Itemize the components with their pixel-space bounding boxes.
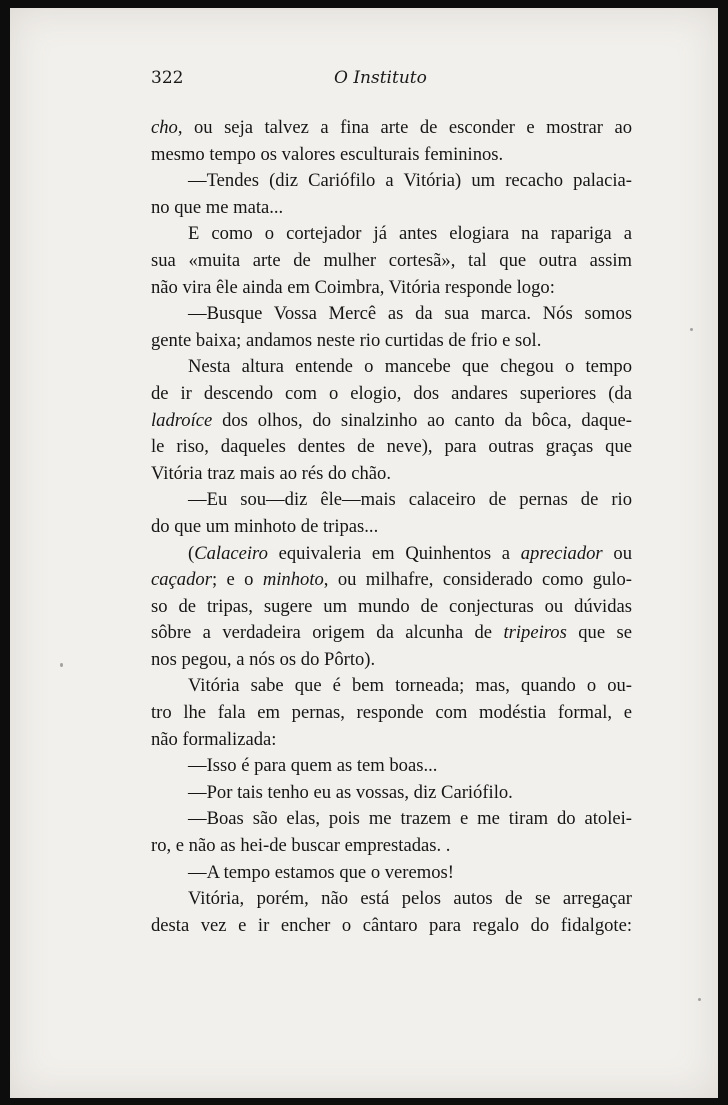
text-line (151, 168, 632, 195)
text-run: —Por tais tenho eu as vossas, diz Cariófilo. (188, 781, 513, 803)
text-line (151, 221, 632, 248)
text-run: , ou milhafre, considerado como gulo- (323, 569, 632, 591)
text-run: sua «muita arte de mulher cortesã», tal que outra assim (151, 249, 632, 271)
italic-text: tripeiros (503, 622, 567, 644)
text-line (151, 700, 632, 727)
text-line (151, 780, 632, 807)
text-run: não formalizada: (151, 728, 277, 750)
text-line (151, 806, 632, 833)
italic-text: cho (151, 117, 178, 138)
text-line (151, 620, 632, 647)
page-number: 322 (151, 68, 184, 88)
text-line (151, 354, 632, 381)
text-run: Vitória traz mais ao rés do chão. (151, 462, 391, 484)
paper-speck (690, 328, 693, 331)
text-run: dos olhos, do sinalzinho ao canto da bôca, daque- (212, 409, 632, 431)
text-run: nos pegou, a nós os do Pôrto). (151, 648, 376, 670)
text-run: —Tendes (diz Cariófilo a Vitória) um recacho palacia- (188, 170, 632, 192)
text-line (151, 541, 632, 568)
text-line (151, 142, 632, 169)
text-run: tro lhe fala em pernas, responde com modéstia formal, e (151, 702, 632, 724)
text-line (151, 833, 632, 860)
paper-speck (60, 663, 63, 667)
text-line (151, 434, 632, 461)
text-line (151, 594, 632, 621)
text-line (151, 886, 632, 913)
text-run: so de tripas, sugere um mundo de conjecturas ou dúvidas (151, 595, 632, 617)
text-run: Vitória, porém, não está pelos autos de se arregaçar (188, 888, 632, 910)
text-line (151, 913, 632, 940)
text-run: Nesta altura entende o mancebe que chegou o tempo (188, 356, 632, 378)
text-line (151, 115, 632, 142)
italic-text: minhoto (262, 569, 324, 591)
text-run: do que um minhoto de tripas... (151, 515, 379, 537)
text-run: não vira êle ainda em Coimbra, Vitória responde logo: (151, 276, 555, 298)
italic-text: apreciador (520, 542, 603, 564)
text-line (151, 461, 632, 488)
text-run: de ir descendo com o elogio, dos andares superiores (da (151, 382, 632, 404)
text-run: —Eu sou—diz êle—mais calaceiro de pernas de rio (188, 489, 632, 511)
text-run: que se (566, 622, 632, 644)
text-run: desta vez e ir encher o cântaro para regalo do fidalgote: (151, 914, 632, 936)
text-line (151, 753, 632, 780)
paper-speck (698, 998, 701, 1001)
text-run: gente baixa; andamos neste rio curtidas de frio e sol. (151, 329, 542, 351)
text-run: mesmo tempo os valores esculturais femininos. (151, 143, 504, 165)
text-run: ou (602, 542, 632, 564)
text-run: ; e o (211, 569, 263, 591)
text-run: —Busque Vossa Mercê as da sua marca. Nós somos (188, 303, 632, 325)
text-run: equivaleria em Quinhentos a (267, 542, 521, 564)
italic-text: ladroíce (151, 409, 213, 431)
text-run: —Isso é para quem as tem boas... (188, 755, 438, 777)
text-line (151, 275, 632, 302)
italic-text: Calaceiro (194, 542, 268, 564)
text-run: le riso, daqueles dentes de neve), para outras graças que (151, 436, 632, 458)
text-run: sôbre a verdadeira origem da alcunha de (151, 622, 504, 644)
text-line (151, 860, 632, 887)
text-run: ro, e não as hei-de buscar emprestadas. . (151, 835, 451, 857)
text-line (151, 673, 632, 700)
text-run: ( (188, 542, 195, 564)
text-run: Vitória sabe que é bem torneada; mas, quando o ou- (188, 675, 632, 697)
text-line (151, 487, 632, 514)
text-line (151, 514, 632, 541)
text-run: no que me mata... (151, 196, 284, 218)
text-run: —Boas são elas, pois me trazem e me tiram do atolei- (188, 808, 632, 830)
text-line (151, 195, 632, 222)
running-title: O Instituto (334, 68, 427, 88)
text-run: E como o cortejador já antes elogiara na rapariga a (188, 223, 632, 245)
text-line (151, 381, 632, 408)
page-header (151, 68, 441, 92)
text-line (151, 328, 632, 355)
text-run: , ou seja talvez a fina arte de esconder e mostrar ao (177, 117, 632, 138)
text-run: —A tempo estamos que o veremos! (188, 861, 454, 883)
text-line (151, 248, 632, 275)
text-line (151, 301, 632, 328)
text-line (151, 647, 632, 674)
italic-text: caçador (151, 569, 212, 591)
text-line (151, 408, 632, 435)
text-line (151, 727, 632, 754)
body-text (151, 115, 632, 939)
text-line (151, 567, 632, 594)
